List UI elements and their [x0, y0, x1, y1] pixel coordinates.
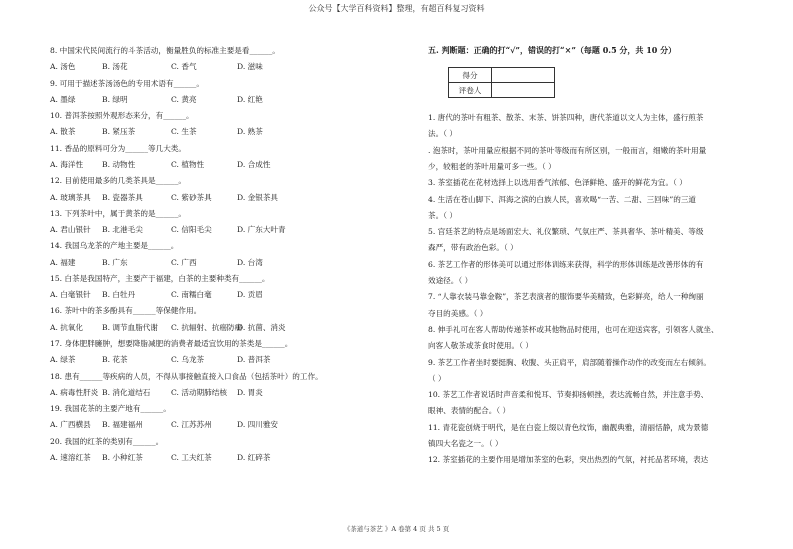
page-footer: 《茶道与茶艺 》A 卷第 4 页 共 5 页	[343, 525, 450, 533]
option-text: C. 乌龙茶	[171, 355, 205, 365]
question-line: 14. 我国乌龙茶的产地主要是______。	[50, 241, 179, 251]
option-text: A. 速溶红茶	[50, 453, 91, 462]
judgement-line: 眼神、表情的配合。（ ）	[428, 406, 511, 416]
option-text: C. 工夫红茶	[171, 453, 212, 462]
option-text: B. 白牡丹	[102, 290, 136, 300]
option-text: B. 花茶	[102, 355, 128, 365]
option-text: C. 广西	[171, 257, 197, 267]
question-line: 17. 身体肥胖臃肿，想要降脂减肥的消费者最适宜饮用的茶类是______。	[50, 339, 293, 349]
option-text: D. 胃炎	[237, 387, 263, 397]
option-text: B. 瓷器茶具	[102, 192, 143, 202]
option-text: B. 汤花	[102, 62, 128, 72]
option-text: A. 病毒性肝炎	[50, 387, 99, 397]
judgement-line: 少，较粗老的茶叶用量可多一些。（ ）	[428, 161, 556, 171]
option-text: C. 黄亮	[171, 94, 197, 104]
option-text: B. 动物性	[102, 159, 136, 169]
score-blank	[492, 68, 555, 83]
option-text: C. 抗辐射、抗癌防癌	[171, 322, 243, 332]
question-line: 18. 患有______等疾病的人员，不得从事接触直接入口食品（包括茶叶）的工作。	[50, 371, 323, 381]
grader-blank	[492, 83, 555, 98]
option-text: C. 植物性	[171, 159, 205, 169]
judgement-line: 10. 茶艺工作者说话时声音柔和悦耳、节奏抑扬顿挫，表达流畅自然，并注意手势、	[428, 390, 709, 400]
judgement-line: 向客人敬茶或茶食时使用。（ ）	[428, 341, 533, 351]
judgement-line: 5. 宫廷茶艺的特点是场面宏大、礼仪繁琐、气氛庄严、茶具奢华、茶叶精美、等级	[428, 227, 704, 237]
option-text: A. 墨绿	[50, 94, 76, 104]
option-text: D. 台湾	[237, 257, 263, 267]
option-text: D. 红艳	[237, 94, 263, 104]
score-table	[448, 67, 555, 98]
judgement-line: 6. 茶艺工作者的形体美可以通过形体训练来获得，科学的形体训练是改善形体的有	[428, 259, 704, 269]
question-line: 9. 可用于描述茶汤汤色的专用术语有______。	[50, 78, 204, 88]
judgement-line: 8. 伸手礼可在客人帮助传递茶杯或其他物品时使用，也可在迎送宾客，引领客人就坐、	[428, 324, 719, 334]
option-text: C. 生茶	[171, 127, 197, 137]
option-text: D. 普洱茶	[237, 355, 271, 365]
question-line: 12. 目前使用最多的几类茶具是______。	[50, 176, 186, 186]
option-text: D. 广东大叶青	[237, 225, 286, 235]
option-text: B. 调节血脂代谢	[102, 322, 158, 332]
option-text: A. 抗氧化	[50, 322, 84, 332]
option-text: B. 福建福州	[102, 420, 143, 430]
question-line: 11. 香品的原料可分为______等几大类。	[50, 143, 186, 153]
judgement-line: 7. “人靠衣装马靠金鞍”，茶艺表演者的服饰要华美精致，色彩鲜亮，给人一种绚丽	[428, 292, 704, 302]
judgement-line: 4. 生活在苍山脚下、洱海之滨的白族人民，喜欢喝“一苦、二甜、三回味”的三道	[428, 194, 697, 204]
judgement-line: 11. 青花瓷创烧于明代，是在白瓷上缀以青色纹饰，幽靓典雅，清丽恬静，成为景德	[428, 422, 709, 432]
option-text: D. 合成性	[237, 159, 271, 169]
judgement-line: 夺目的美感。（ ）	[428, 308, 488, 318]
question-line: 8. 中国宋代民间流行的斗茶活动，衡量胜负的标准主要是看______。	[50, 46, 280, 55]
option-text: D. 金银茶具	[237, 192, 279, 202]
judgement-line: . 泡茶时，茶叶用量应根据不同的茶叶等级而有所区别，一般而言，细嫩的茶叶用量	[428, 145, 707, 155]
option-text: C. 香气	[171, 62, 197, 72]
option-text: D. 贡眉	[237, 290, 263, 300]
question-line: 13. 下列茶叶中，属于黄茶的是______。	[50, 208, 186, 218]
option-text: D. 抗菌、消炎	[237, 322, 286, 332]
question-line: 15. 白茶是我国特产，主要产于福建，白茶的主要种类有______。	[50, 273, 270, 283]
judgement-line: 森严，带有政治色彩。（ ）	[428, 243, 518, 253]
judgement-line: 效途径。（ ）	[428, 276, 473, 285]
option-text: C. 江苏苏州	[171, 420, 212, 430]
option-text: A. 白毫银针	[50, 290, 91, 300]
section-title: 五. 判断题：正确的打“√”，错误的打“×”（每题 0.5 分，共 10 分）	[428, 45, 677, 55]
option-text: A. 汤色	[50, 62, 76, 72]
option-text: C. 信阳毛尖	[171, 225, 212, 235]
option-text: B. 广东	[102, 257, 128, 267]
grader-label: 评卷人	[449, 83, 492, 98]
option-text: A. 福建	[50, 257, 76, 267]
option-text: D. 四川雅安	[237, 420, 279, 430]
option-text: D. 红碎茶	[237, 453, 271, 462]
option-text: A. 君山银针	[50, 225, 91, 235]
option-text: A. 散茶	[50, 127, 76, 137]
question-line: 20. 我国的红茶的类别有______。	[50, 436, 164, 446]
option-text: D. 滋味	[237, 62, 263, 72]
judgement-line: 法。（ ）	[428, 129, 457, 139]
option-text: B. 北港毛尖	[102, 225, 143, 235]
option-text: A. 广西横县	[50, 420, 91, 430]
option-text: B. 绿明	[102, 94, 128, 104]
option-text: C. 南糯白毫	[171, 290, 212, 300]
option-text: A. 玻璃茶具	[50, 192, 91, 202]
judgement-line: 1. 唐代的茶叶有粗茶、散茶、末茶、饼茶四种，唐代茶道以文人为主体，盛行煎茶	[428, 113, 704, 122]
option-text: D. 熟茶	[237, 127, 263, 137]
question-line: 10. 普洱茶按照外观形态来分，有______。	[50, 111, 194, 121]
option-text: B. 紧压茶	[102, 127, 136, 137]
option-text: A. 绿茶	[50, 355, 76, 365]
judgement-line: 12. 茶室插花的主要作用是增加茶室的色彩，突出热烈的气氛，衬托品茗环境，表达	[428, 455, 709, 465]
judgement-line: 镇四大名瓷之一。（ ）	[428, 439, 503, 448]
option-text: B. 小种红茶	[102, 453, 143, 462]
judgement-line: 3. 茶室插花在花材选择上以选用香气浓郁、色泽鲜艳、盛开的鲜花为宜。（ ）	[428, 178, 687, 188]
option-text: B. 消化道结石	[102, 387, 151, 397]
page-header: 公众号【大学百科资料】整理，有超百科复习资料	[308, 4, 485, 13]
question-line: 19. 我国花茶的主要产地有______。	[50, 404, 171, 414]
judgement-line: 9. 茶艺工作者坐时要挺胸、收腹、头正肩平，肩部随着操作动作的改变而左右倾斜。	[428, 357, 712, 367]
question-line: 16. 茶叶中的茶多酚具有______等保健作用。	[50, 306, 202, 316]
option-text: C. 紫砂茶具	[171, 192, 212, 202]
option-text: C. 活动期肺结核	[171, 387, 227, 397]
option-text: A. 海洋性	[50, 159, 84, 169]
judgement-line: （ ）	[428, 373, 446, 383]
score-label: 得分	[449, 68, 492, 83]
judgement-line: 茶。（ ）	[428, 210, 457, 220]
